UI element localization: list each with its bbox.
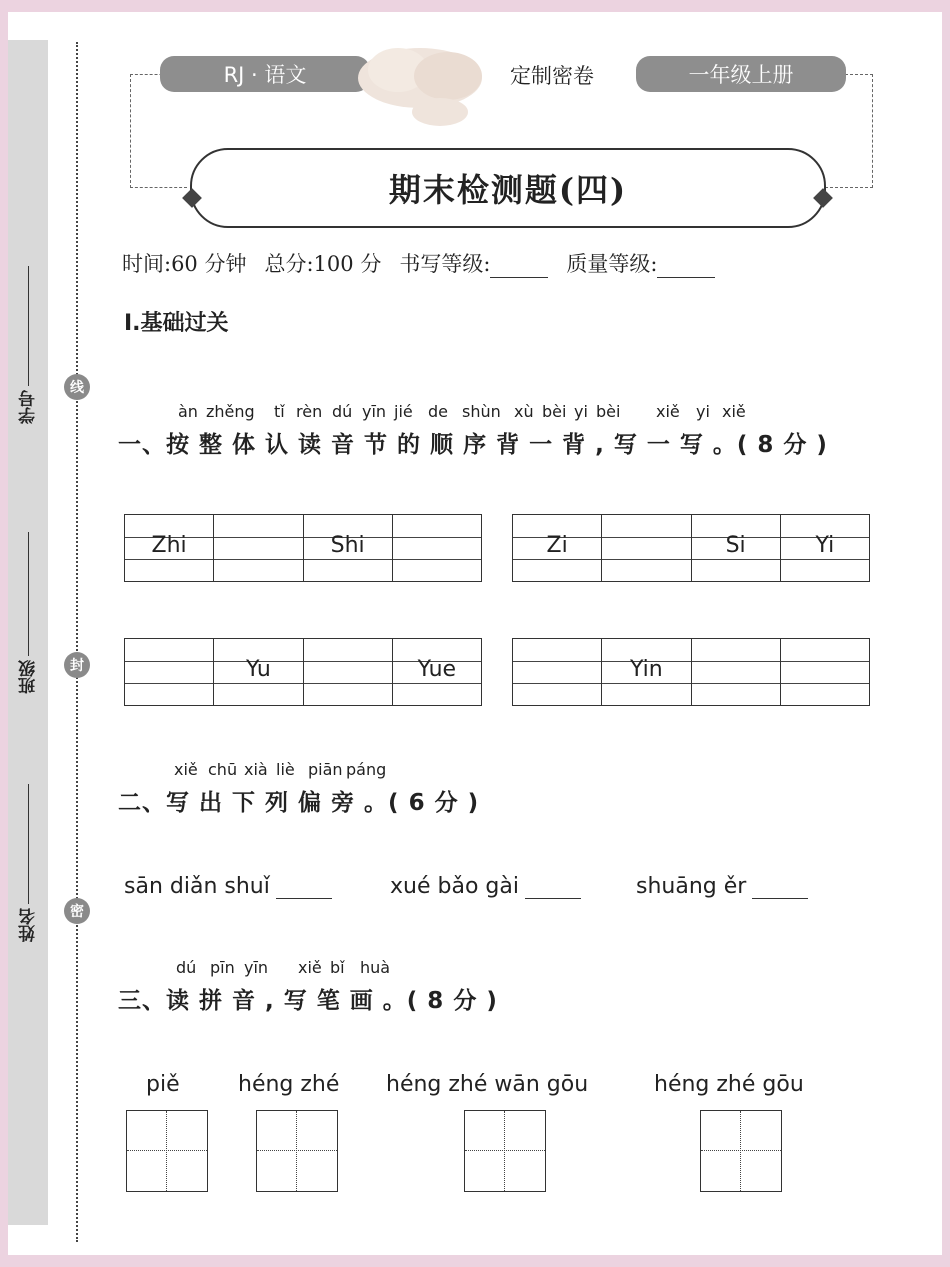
stroke-label: héng zhé (238, 1072, 340, 1097)
radical-blank[interactable] (525, 874, 581, 899)
four-line-grid (512, 638, 870, 706)
pinyin-syllable: piān (308, 760, 343, 779)
q2-radicals (124, 874, 844, 906)
pinyin-cell[interactable] (692, 515, 781, 581)
pinyin-cell[interactable] (304, 515, 393, 581)
four-line-grid (124, 638, 482, 706)
pinyin-syllable: liè (276, 760, 295, 779)
pinyin-syllable: bǐ (330, 958, 345, 977)
pinyin-syllable: dú (176, 958, 197, 977)
subject-tag: RJ · 语文 (160, 56, 370, 92)
pinyin-cell[interactable] (781, 515, 869, 581)
mark-line-circle: 线 (64, 374, 90, 400)
student-id-label: 学号 (18, 390, 39, 424)
writing-grade-blank[interactable] (490, 257, 548, 278)
four-line-grid (124, 514, 482, 582)
pinyin-cell-text: Zi (546, 533, 568, 558)
pinyin-cell[interactable] (513, 639, 602, 705)
q1-text: 一、按 整 体 认 读 音 节 的 顺 序 背 一 背 , 写 一 写 。( 8 分 ) (118, 432, 828, 458)
pinyin-cell-text: Zhi (151, 533, 187, 558)
pinyin-cell-text: Yue (417, 657, 457, 682)
pinyin-syllable: xiě (174, 760, 198, 779)
radical-blank[interactable] (276, 874, 332, 899)
stroke-label: héng zhé gōu (654, 1072, 804, 1097)
quality-grade-label: 质量等级: (566, 252, 658, 276)
q3-text: 三、读 拼 音 , 写 笔 画 。( 8 分 ) (118, 988, 498, 1014)
cloud-decoration (350, 40, 500, 130)
stroke-label: héng zhé wān gōu (386, 1072, 589, 1097)
radical-item: shuāng ěr (636, 874, 808, 899)
exam-title: 期末检测题(四) (190, 148, 826, 228)
question-2 (118, 760, 479, 817)
pinyin-cell[interactable] (692, 639, 781, 705)
stroke-writing-box[interactable] (126, 1110, 208, 1192)
q2-pinyin-line (118, 760, 479, 784)
pinyin-syllable: yi (574, 402, 588, 421)
class-field[interactable] (10, 532, 46, 694)
q3-pinyin-line (118, 958, 498, 982)
pinyin-syllable: xù (514, 402, 534, 421)
pinyin-syllable: chū (208, 760, 238, 779)
pinyin-cell-text: Shi (330, 533, 365, 558)
q1-pinyin-line (118, 402, 828, 426)
quality-grade-blank[interactable] (657, 257, 715, 278)
pinyin-syllable: xiě (656, 402, 680, 421)
question-3 (118, 958, 498, 1015)
pinyin-cell-text: Si (725, 533, 746, 558)
pinyin-syllable: dú (332, 402, 353, 421)
pinyin-cell[interactable] (602, 639, 691, 705)
pinyin-cell[interactable] (513, 515, 602, 581)
pinyin-syllable: de (428, 402, 448, 421)
pinyin-syllable: yi (696, 402, 710, 421)
exam-info (122, 248, 715, 278)
class-label: 班级 (18, 660, 39, 694)
pinyin-syllable: páng (346, 760, 387, 779)
pinyin-syllable: rèn (296, 402, 323, 421)
pinyin-cell-text: Yi (815, 533, 835, 558)
pinyin-cell[interactable] (125, 515, 214, 581)
mark-seal-circle: 封 (64, 652, 90, 678)
total-info: 总分:100 分 (264, 252, 382, 276)
writing-grade-label: 书写等级: (399, 252, 491, 276)
pinyin-cell[interactable] (781, 639, 869, 705)
pinyin-cell-text: Yin (630, 657, 663, 682)
student-id-field[interactable] (10, 266, 46, 424)
question-1 (118, 402, 828, 459)
pinyin-syllable: àn (178, 402, 198, 421)
pinyin-syllable: xià (244, 760, 268, 779)
stroke-writing-box[interactable] (464, 1110, 546, 1192)
stroke-label: piě (146, 1072, 180, 1097)
radical-item: xué bǎo gài (390, 874, 581, 899)
name-label: 姓名 (18, 908, 39, 942)
four-line-grid (512, 514, 870, 582)
pinyin-syllable: yīn (362, 402, 387, 421)
radical-blank[interactable] (752, 874, 808, 899)
pinyin-syllable: xiě (722, 402, 746, 421)
pinyin-cell-text: Yu (245, 657, 271, 682)
pinyin-cell[interactable] (602, 515, 691, 581)
pinyin-syllable: tǐ (274, 402, 285, 421)
cut-line (76, 42, 78, 1242)
section-title: Ⅰ.基础过关 (124, 311, 229, 336)
pinyin-syllable: bèi (542, 402, 567, 421)
pinyin-cell[interactable] (125, 639, 214, 705)
pinyin-syllable: bèi (596, 402, 621, 421)
pinyin-syllable: huà (360, 958, 391, 977)
name-field[interactable] (10, 784, 46, 942)
stroke-writing-box[interactable] (700, 1110, 782, 1192)
pinyin-cell[interactable] (393, 515, 481, 581)
pinyin-cell[interactable] (214, 639, 303, 705)
custom-paper-label: 定制密卷 (510, 64, 594, 88)
pinyin-syllable: zhěng (206, 402, 255, 421)
pinyin-cell[interactable] (214, 515, 303, 581)
grade-tag: 一年级上册 (636, 56, 846, 92)
pinyin-cell[interactable] (304, 639, 393, 705)
time-info: 时间:60 分钟 (122, 252, 247, 276)
pinyin-syllable: shùn (462, 402, 501, 421)
pinyin-syllable: pīn (210, 958, 235, 977)
pinyin-syllable: jié (394, 402, 413, 421)
pinyin-syllable: yīn (244, 958, 269, 977)
stroke-writing-box[interactable] (256, 1110, 338, 1192)
q2-text: 二、写 出 下 列 偏 旁 。( 6 分 ) (118, 790, 480, 816)
mark-seal2-circle: 密 (64, 898, 90, 924)
pinyin-cell[interactable] (393, 639, 481, 705)
radical-item: sān diǎn shuǐ (124, 874, 332, 899)
pinyin-syllable: xiě (298, 958, 322, 977)
